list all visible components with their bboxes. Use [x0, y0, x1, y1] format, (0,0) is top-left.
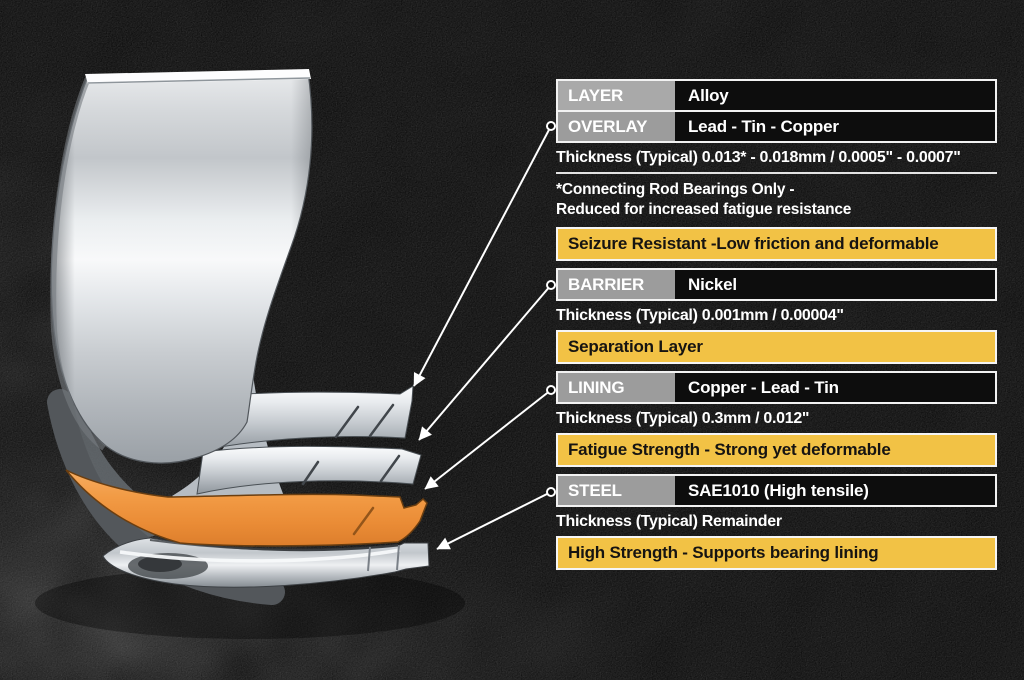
overlay-footnote [556, 180, 997, 220]
barrier-layer-label: BARRIER [558, 270, 675, 299]
steel-property-badge: High Strength - Supports bearing lining [556, 536, 997, 570]
steel-alloy-value: SAE1010 (High tensile) [675, 476, 995, 505]
overlay-property-badge: Seizure Resistant -Low friction and deformable [556, 227, 997, 261]
lining-property-badge: Fatigue Strength - Strong yet deformable [556, 433, 997, 467]
steel-layer-label: STEEL [558, 476, 675, 505]
lining-block [556, 371, 997, 404]
barrier-property-badge: Separation Layer [556, 330, 997, 364]
overlay-layer-label: OVERLAY [558, 112, 675, 141]
pointer-origin-dot-steel [547, 488, 555, 496]
alloy-column-header: Alloy [675, 81, 995, 110]
overlay-footnote-line2: Reduced for increased fatigue resistance [556, 201, 852, 218]
lining-alloy-value: Copper - Lead - Tin [675, 373, 995, 402]
pointer-origin-dot-lining [547, 386, 555, 394]
layer-spec-table [556, 79, 997, 577]
layer-column-header: LAYER [558, 81, 675, 110]
steel-block [556, 474, 997, 507]
lining-thickness-text: Thickness (Typical) 0.3mm / 0.012" [556, 410, 810, 427]
barrier-thickness-text: Thickness (Typical) 0.001mm / 0.00004" [556, 307, 844, 324]
barrier-alloy-value: Nickel [675, 270, 995, 299]
lining-layer-label: LINING [558, 373, 675, 402]
overlay-row [558, 110, 995, 141]
steel-thickness-text: Thickness (Typical) Remainder [556, 513, 782, 530]
overlay-footnote-line1: *Connecting Rod Bearings Only - [556, 181, 795, 198]
lining-row [558, 373, 995, 402]
pointer-origin-dot-overlay [547, 122, 555, 130]
barrier-block [556, 268, 997, 301]
overlay-block [556, 79, 997, 143]
table-header-row [558, 81, 995, 110]
divider-line [556, 172, 997, 174]
steel-row [558, 476, 995, 505]
overlay-alloy-value: Lead - Tin - Copper [675, 112, 995, 141]
barrier-row [558, 270, 995, 299]
pointer-origin-dot-barrier [547, 281, 555, 289]
overlay-thickness-text: Thickness (Typical) 0.013* - 0.018mm / 0.0005" - 0.0007" [556, 149, 961, 166]
